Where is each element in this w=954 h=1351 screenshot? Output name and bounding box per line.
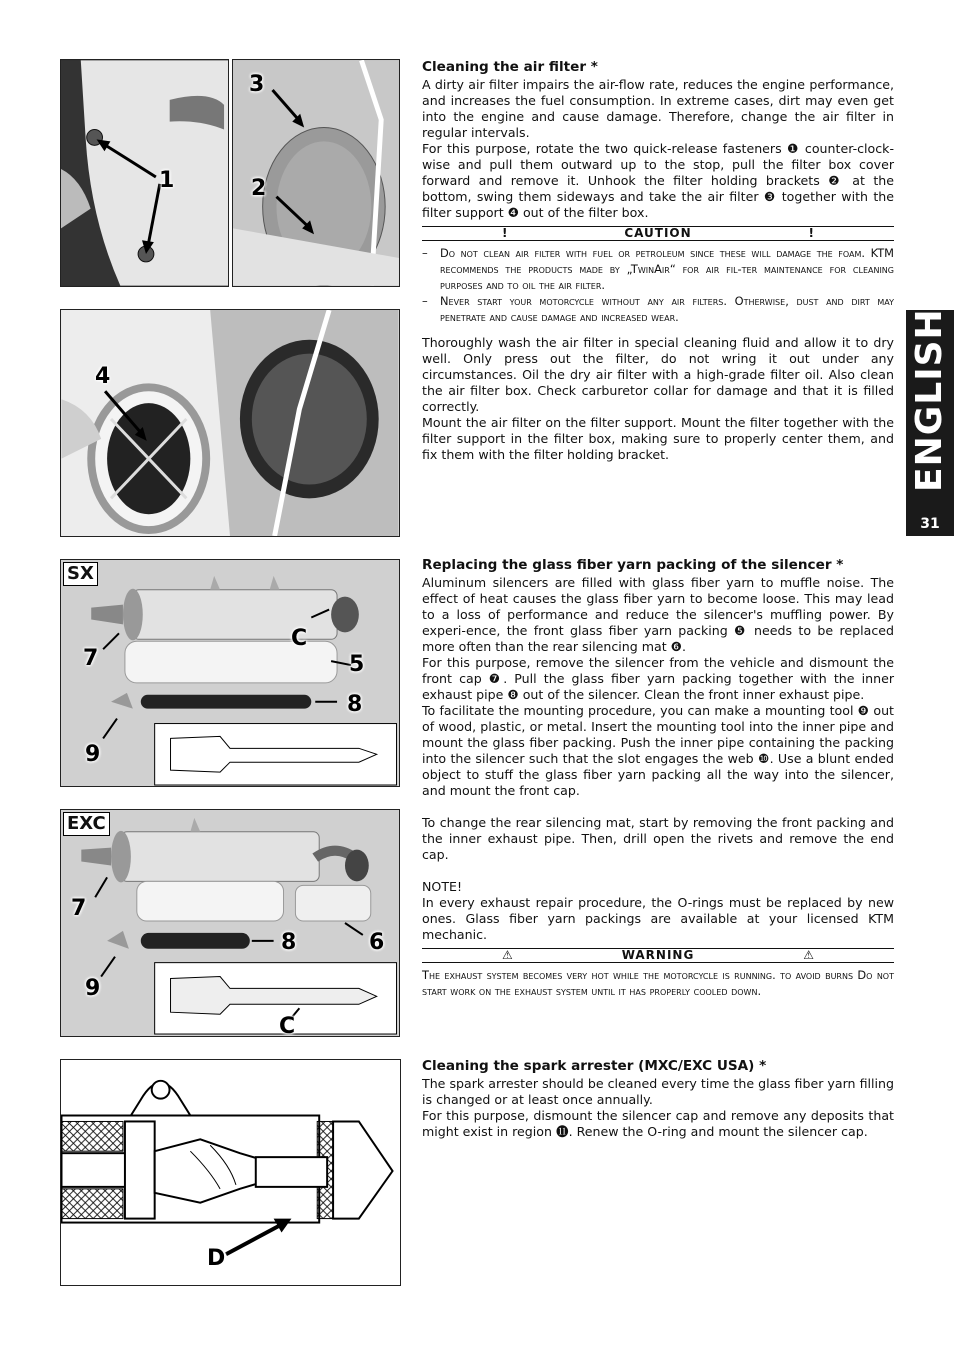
figure-exc-silencer-parts [60, 809, 400, 1037]
air-filter-paragraph: Mount the air filter on the filter support. Mount the filter together with the filter support in the filter box, making sure to properly center them, and fix them with the filter holding bracket. [422, 415, 894, 462]
figure-fastener-photo [60, 59, 229, 287]
callout-9: 9 [85, 976, 101, 1001]
callout-6: 6 [369, 930, 385, 955]
warning-icon-right: ⚠ [803, 948, 814, 962]
figure-air-filter-box-photo [232, 59, 400, 287]
note-text: In every exhaust repair procedure, the O-rings must be replaced by new ones. Glass fiber yarn packings are available at your licensed KTM mechanic. [422, 895, 894, 942]
warning-label: WARNING [621, 948, 695, 962]
callout-c: C [291, 626, 308, 651]
caution-item: – Never start your motorcycle without any air filters. Otherwise, dust and dirt may penetrate and cause damage and increased wear. [422, 294, 894, 324]
warning-text: The exhaust system becomes very hot while the motorcycle is running. to avoid burns Do not start work on the exhaust system until it has properly cooled down. [422, 968, 894, 998]
silencer-paragraph: To facilitate the mounting procedure, you can make a mounting tool ❾ out of wood, plastic, or metal. Insert the mounting tool into the inner pipe and mount the glass fiber packing. Push the inner pipe containing the packing into the silencer such that the slot engages the web ❿. Use a blunt ended object to stuff the glass fiber yarn packing all the way into the silencer, and mount the front cap. [422, 703, 894, 798]
callout-4: 4 [95, 364, 111, 389]
spark-arrester-paragraph: The spark arrester should be cleaned every time the glass fiber yarn filling is changed or at least once annually. [422, 1076, 894, 1107]
callout-1: 1 [159, 168, 175, 193]
callout-8: 8 [281, 930, 297, 955]
air-filter-paragraph: A dirty air filter impairs the air-flow rate, reduces the engine performance, and increases the fuel consumption. In extreme cases, dirt may even get into the engine and cause damage. Therefore, change the air filter in regular intervals. [422, 77, 894, 140]
air-filter-section [422, 59, 894, 463]
language-section-tab [906, 310, 954, 536]
spark-arrester-drawing-image [61, 1060, 400, 1285]
spark-arrester-heading: Cleaning the spark arrester (MXC/EXC USA) * [422, 1058, 767, 1074]
callout-d: D [207, 1246, 226, 1271]
warning-banner [422, 948, 894, 963]
figure-sx-silencer-parts [60, 559, 400, 787]
page-number: 31 [920, 516, 940, 532]
silencer-paragraph: To change the rear silencing mat, start by removing the front packing and the inner exhaust pipe. Then, drill open the rivets and remove the end cap. [422, 815, 894, 862]
figure-tag-exc: EXC [63, 812, 110, 836]
exc-silencer-parts-image [61, 810, 399, 1036]
callout-8: 8 [347, 692, 363, 717]
callout-3: 3 [249, 72, 265, 97]
caution-mark-right: ! [808, 226, 814, 240]
silencer-paragraph: For this purpose, remove the silencer from the vehicle and dismount the front cap ❼. Pull the glass fiber yarn packing together with the inner exhaust pipe ❽ out of the silencer. Clean the front inner exhaust pipe. [422, 655, 894, 702]
air-filter-heading: Cleaning the air filter * [422, 59, 598, 75]
figure-filter-support-photo [60, 309, 400, 537]
callout-c: C [279, 1014, 296, 1037]
fastener-photo-image [61, 60, 228, 286]
callout-9: 9 [85, 742, 101, 767]
caution-label: CAUTION [624, 226, 692, 240]
air-filter-paragraph: Thoroughly wash the air filter in special cleaning fluid and allow it to dry well. Only press out the filter, do not wring it out under any circumstances. Oil the dry air filter with a high-grade filter oil. Also clean the air filter box. Check carburetor collar for damage and that it is filled correctly. [422, 335, 894, 414]
callout-5: 5 [349, 652, 365, 677]
spark-arrester-paragraph: For this purpose, dismount the silencer cap and remove any deposits that might exist in region ⓫. Renew the O-ring and mount the silencer cap. [422, 1108, 894, 1139]
air-filter-paragraph: For this purpose, rotate the two quick-release fasteners ❶ counter-clock-wise and pull them outward up to the stop, pull the filter box cover forward and remove it. Unhook the filter holding brackets ❷ at the bottom, swing them sideways and take the air filter ❸ together with the filter support ❹ out of the filter box. [422, 141, 894, 220]
warning-icon-left: ⚠ [502, 948, 513, 962]
figure-tag-sx: SX [63, 562, 98, 586]
callout-7: 7 [83, 646, 99, 671]
filter-support-image [61, 310, 399, 536]
caution-item: – Do not clean air filter with fuel or petroleum since these will damage the foam. KTM recommends the products made by „TwinAir“ for air fil-ter maintenance for cleaning purposes and to oil the air filter. [422, 246, 894, 292]
silencer-paragraph: Aluminum silencers are filled with glass fiber yarn to muffle noise. The effect of heat causes the glass fiber yarn to become loose. This may lead to a loss of performance and reduce the silencer's muffling power. By experi-ence, the front glass fiber yarn packing ❺ needs to be replaced more often than the rear silencing mat ❻. [422, 575, 894, 654]
caution-banner [422, 226, 894, 241]
callout-7: 7 [71, 896, 87, 921]
spark-arrester-section [422, 1058, 894, 1140]
figure-spark-arrester-drawing [60, 1059, 401, 1286]
language-label: ENGLISH [909, 308, 950, 492]
callout-2: 2 [251, 176, 267, 201]
caution-mark-left: ! [502, 226, 508, 240]
note-label: NOTE! [422, 879, 463, 894]
silencer-section [422, 557, 894, 999]
silencer-heading: Replacing the glass fiber yarn packing of the silencer * [422, 557, 844, 573]
